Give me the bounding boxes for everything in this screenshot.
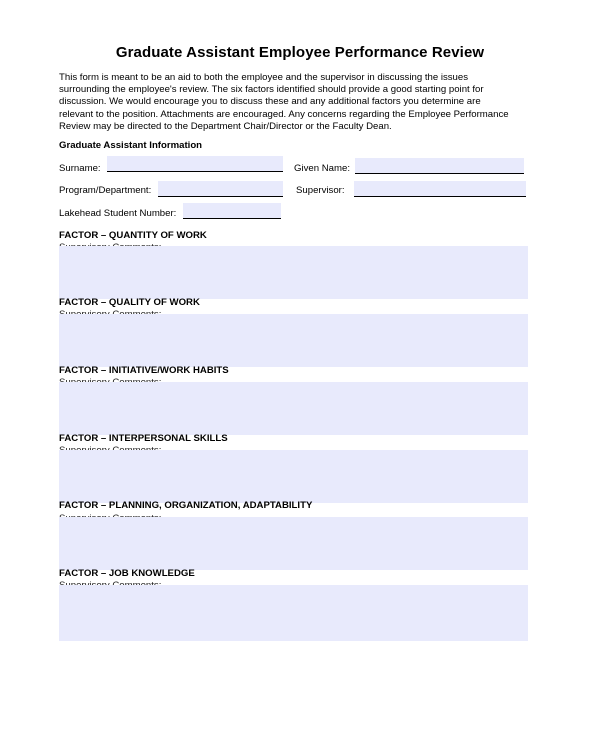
intro-line: surrounding the employee's review. The six factors identified should provide a good starting point for xyxy=(59,84,484,96)
program-label: Program/Department: xyxy=(59,185,152,196)
given-name-label: Given Name: xyxy=(294,163,350,174)
factor-comment-box[interactable] xyxy=(59,585,528,641)
program-field[interactable] xyxy=(158,181,283,197)
factor-comment-box[interactable] xyxy=(59,314,528,367)
factor-comment-box[interactable] xyxy=(59,382,528,435)
intro-paragraph xyxy=(59,72,549,133)
intro-line: relevant to the position. Attachments are encouraged. Any concerns regarding the Employee Performance xyxy=(59,108,509,120)
factor-title: FACTOR – QUALITY OF WORK xyxy=(59,297,200,308)
intro-line: This form is meant to be an aid to both the employee and the supervisor in discussing the issues xyxy=(59,72,469,83)
supervisor-label: Supervisor: xyxy=(296,185,345,196)
factor-title: FACTOR – QUANTITY OF WORK xyxy=(59,230,207,241)
student-number-label: Lakehead Student Number: xyxy=(59,208,177,219)
factor-comment-box[interactable] xyxy=(59,517,528,570)
supervisor-field[interactable] xyxy=(354,181,526,197)
student-number-field[interactable] xyxy=(183,203,281,219)
factor-comment-box[interactable] xyxy=(59,246,528,299)
surname-label: Surname: xyxy=(59,163,101,174)
intro-line: Review may be directed to the Department Chair/Director or the Faculty Dean. xyxy=(59,120,392,132)
given-name-field[interactable] xyxy=(355,158,524,174)
surname-field[interactable] xyxy=(107,156,283,172)
intro-line: discussion. We would encourage you to discuss these and any additional factors you determine are xyxy=(59,96,481,108)
factor-title: FACTOR – INTERPERSONAL SKILLS xyxy=(59,433,228,444)
factor-comment-box[interactable] xyxy=(59,450,528,503)
factor-title: FACTOR – INITIATIVE/WORK HABITS xyxy=(59,365,229,376)
factor-title: FACTOR – PLANNING, ORGANIZATION, ADAPTABILITY xyxy=(59,500,313,511)
factor-title: FACTOR – JOB KNOWLEDGE xyxy=(59,568,195,579)
info-heading: Graduate Assistant Information xyxy=(59,140,203,151)
page-title: Graduate Assistant Employee Performance Review xyxy=(115,44,485,61)
